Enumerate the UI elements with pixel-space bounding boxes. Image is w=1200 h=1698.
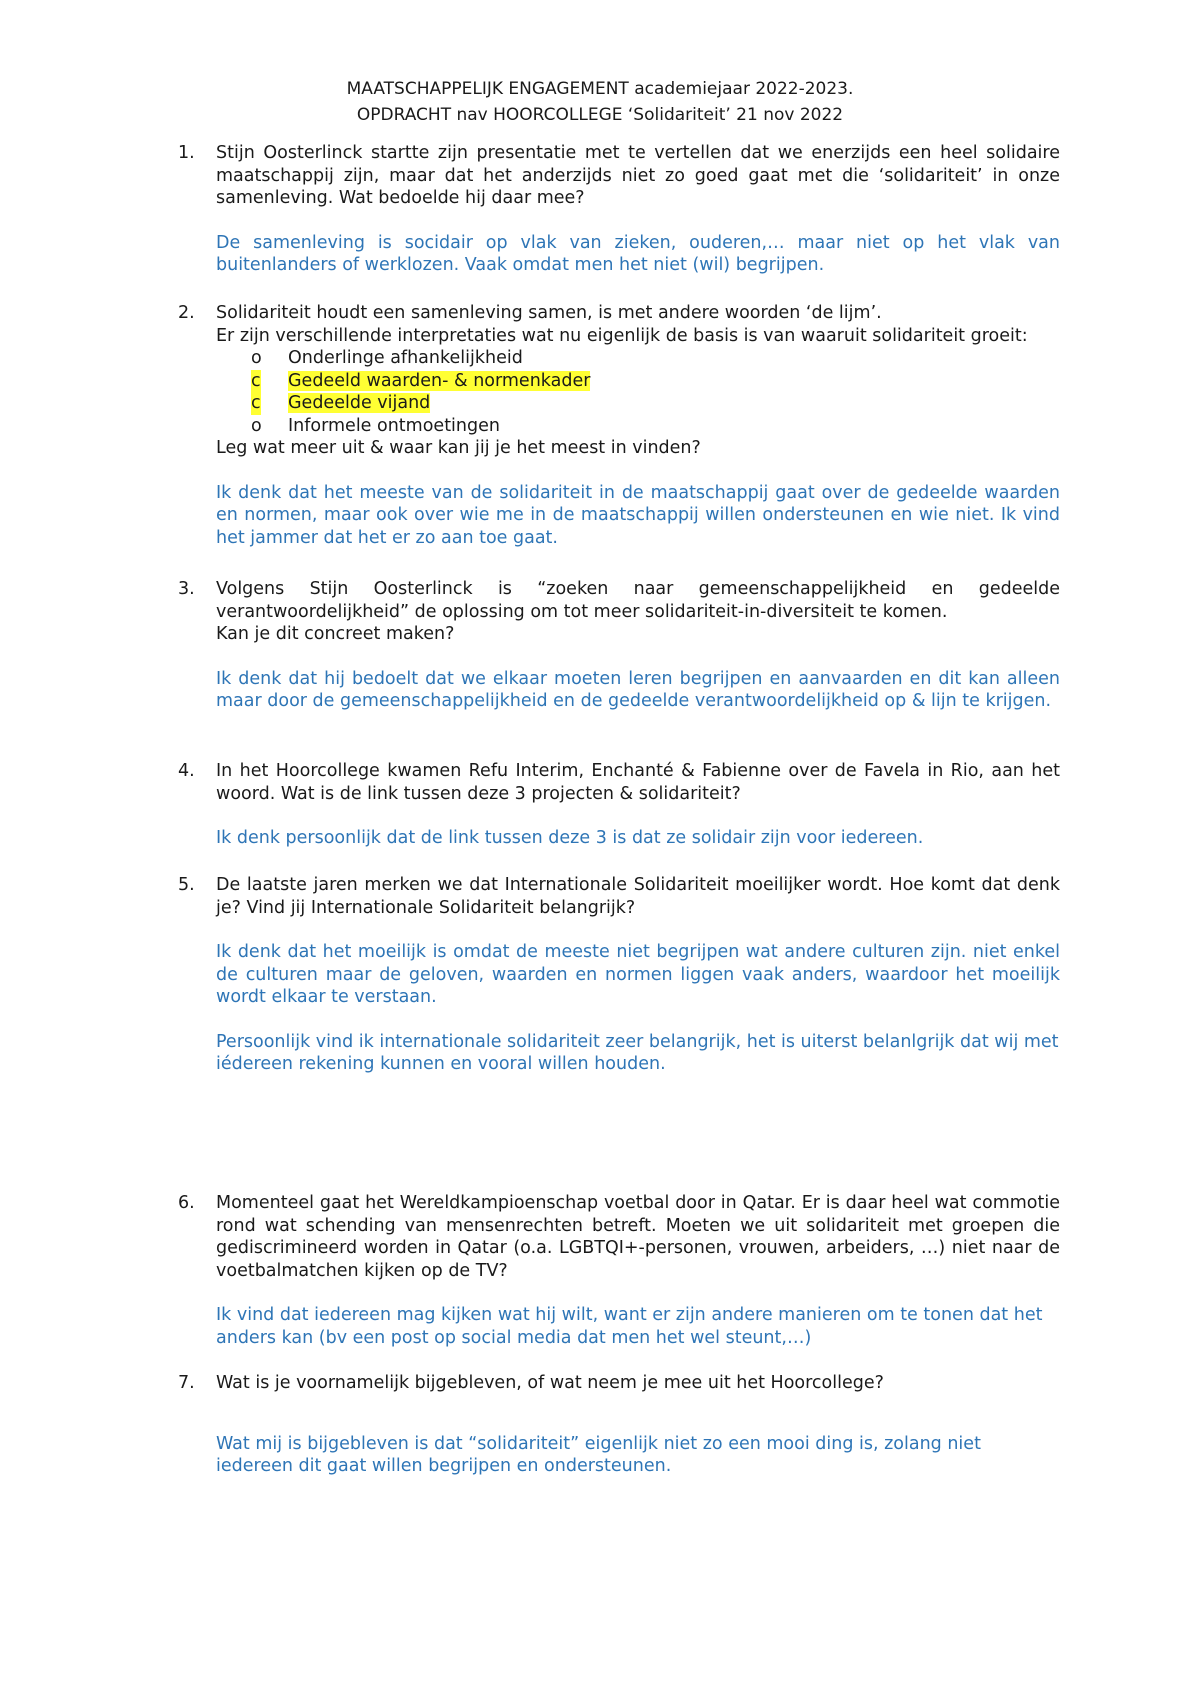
option-item xyxy=(216,415,1060,438)
question-3 xyxy=(178,578,1060,713)
answer-text: De samenleving is socidair op vlak van zieken, ouderen,… maar niet op het vlak van buitenlanders of werklozen. Vaak omdat men het niet (wil) begrijpen. xyxy=(216,232,1060,275)
answer-text: Ik vind dat iedereen mag kijken wat hij wilt, want er zijn andere manieren om te tonen dat het anders kan (bv een post op social media dat men het wel steunt,…) xyxy=(216,1305,1043,1348)
answer-text: Ik denk dat het moeilijk is omdat de meeste niet begrijpen wat andere culturen zijn. niet enkel de culturen maar de geloven, waarden en normen liggen vaak anders, waardoor het moeilijk wordt elkaar te verstaan. xyxy=(216,942,1060,1007)
question-text: Solidariteit houdt een samenleving samen, is met andere woorden ‘de lijm’. xyxy=(216,303,882,323)
question-number: 3. xyxy=(178,579,195,599)
question-text: Momenteel gaat het Wereldkampioenschap voetbal door in Qatar. Er is daar heel wat commotie rond wat schending van mensenrechten betreft. Moeten we uit solidariteit met groepen die gediscrimineerd worden in Qatar (o.a. LGBTQI+-personen, vrouwen, arbeiders, …) niet naar de voetbalmatchen kijken op de TV? xyxy=(216,1193,1060,1281)
answer-text: Ik denk dat hij bedoelt dat we elkaar moeten leren begrijpen en aanvaarden en dit kan alleen maar door de gemeenschappelijkheid en de gedeelde verantwoordelijkheid op & lijn te krijgen. xyxy=(216,668,1060,711)
header-title: MAATSCHAPPELIJK ENGAGEMENT academiejaar 2022-2023. xyxy=(346,79,854,99)
question-text: Volgens Stijn Oosterlinck is “zoeken naar gemeenschappelijkheid en gedeelde verantwoordelijkheid” de oplossing om tot meer solidariteit-in-diversiteit te komen. xyxy=(216,579,1060,622)
question-5 xyxy=(178,874,1060,1076)
bullet-icon: o xyxy=(251,348,262,368)
bullet-icon: c xyxy=(251,370,261,391)
question-number: 2. xyxy=(178,303,195,323)
question-number: 6. xyxy=(178,1193,195,1213)
question-text: Leg wat meer uit & waar kan jij je het meest in vinden? xyxy=(216,438,701,458)
question-text: Wat is je voornamelijk bijgebleven, of wat neem je mee uit het Hoorcollege? xyxy=(216,1373,884,1393)
question-4 xyxy=(178,760,1060,850)
question-number: 1. xyxy=(178,143,195,163)
option-label: Gedeelde vijand xyxy=(288,393,431,413)
document-header xyxy=(0,76,1200,128)
question-number: 5. xyxy=(178,875,195,895)
answer-text: Ik denk dat het meeste van de solidariteit in de maatschappij gaat over de gedeelde waarden en normen, maar ook over wie me in de maatschappij willen ondersteunen en wie niet. Ik vind het jammer dat het er zo aan toe gaat. xyxy=(216,482,1060,548)
question-number: 7. xyxy=(178,1373,195,1393)
question-number: 4. xyxy=(178,761,195,781)
bullet-icon: c xyxy=(251,393,261,413)
question-text: Kan je dit concreet maken? xyxy=(216,624,455,644)
question-1 xyxy=(178,142,1060,277)
question-text: Stijn Oosterlinck startte zijn presentatie met te vertellen dat we enerzijds een heel solidaire maatschappij zijn, maar dat het anderzijds niet zo goed gaat met die ‘solidariteit’ in onze samenleving. Wat bedoelde hij daar mee? xyxy=(216,143,1060,208)
question-6 xyxy=(178,1192,1060,1349)
option-item-highlighted xyxy=(216,370,1060,393)
header-subtitle: OPDRACHT nav HOORCOLLEGE ‘Solidariteit’ 21 nov 2022 xyxy=(356,105,844,125)
answer-text: Persoonlijk vind ik internationale solidariteit zeer belangrijk, het is uiterst belanlgrijk dat wij met iédereen rekening kunnen en vooral willen houden. xyxy=(216,1031,1059,1074)
question-7 xyxy=(178,1372,1060,1478)
answer-text: Wat mij is bijgebleven is dat “solidariteit” eigenlijk niet zo een mooi ding is, zolang niet iedereen dit gaat willen begrijpen en ondersteunen. xyxy=(216,1433,981,1476)
question-2 xyxy=(178,302,1060,549)
answer-text: Ik denk persoonlijk dat de link tussen deze 3 is dat ze solidair zijn voor iedereen. xyxy=(216,828,924,848)
option-item xyxy=(216,347,1060,370)
option-label: Onderlinge afhankelijkheid xyxy=(288,348,523,368)
question-text: De laatste jaren merken we dat Internationale Solidariteit moeilijker wordt. Hoe komt dat denk je? Vind jij Internationale Solidariteit belangrijk? xyxy=(216,875,1060,918)
option-label: Informele ontmoetingen xyxy=(288,415,500,436)
question-text: Er zijn verschillende interpretaties wat nu eigenlijk de basis is van waaruit solidariteit groeit: xyxy=(216,325,1028,346)
bullet-icon: o xyxy=(251,415,262,436)
question-text: In het Hoorcollege kwamen Refu Interim, Enchanté & Fabienne over de Favela in Rio, aan het woord. Wat is de link tussen deze 3 projecten & solidariteit? xyxy=(216,761,1060,804)
option-item-highlighted xyxy=(216,392,1060,415)
option-label: Gedeeld waarden- & normenkader xyxy=(288,370,591,391)
